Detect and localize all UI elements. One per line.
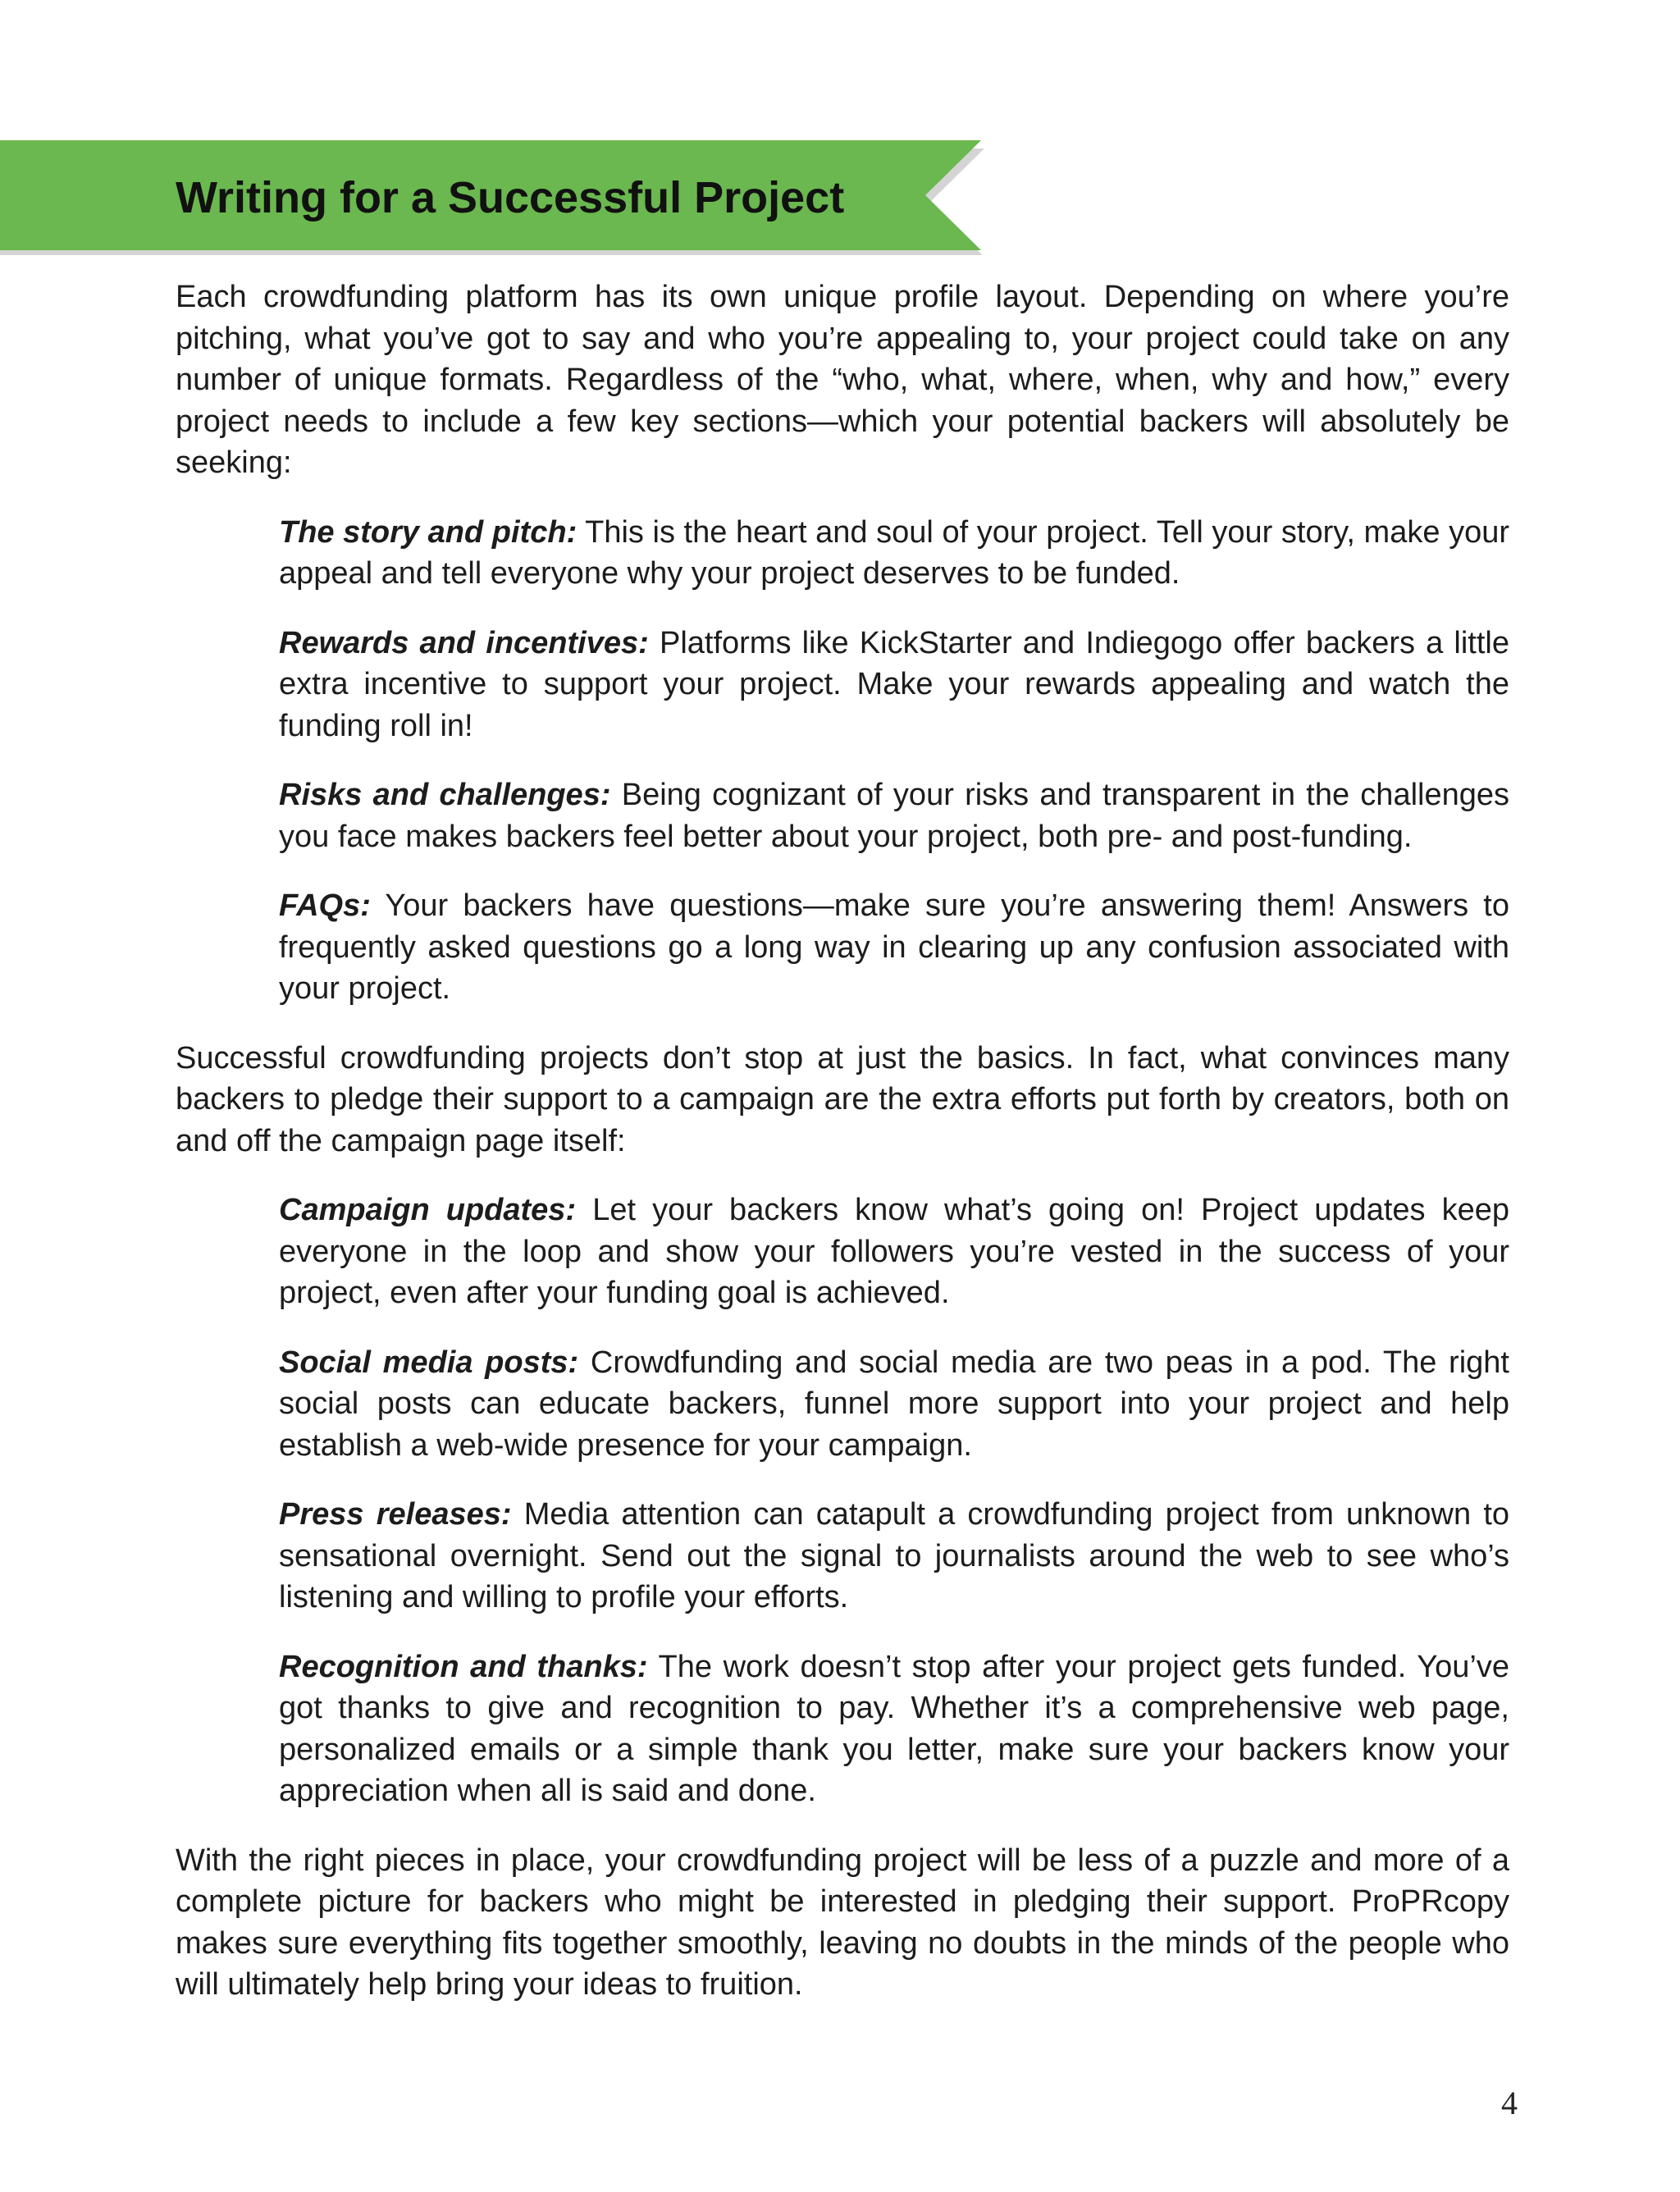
list-item: [279, 1342, 1509, 1467]
extras-list: [176, 1190, 1509, 1812]
item-text: This is the heart and soul of your project. Tell your story, make your appeal and tell everyone why your project deserves to be funded.: [279, 514, 1509, 591]
key-sections-list: [176, 512, 1509, 1010]
middle-paragraph: Successful crowdfunding projects don’t stop at just the basics. In fact, what convinces many backers to pledge their support to a campaign are the extra efforts put forth by creators, both on and off the campaign page itself:: [176, 1040, 1509, 1158]
item-label: FAQs:: [279, 888, 371, 923]
page-title: Writing for a Successful Project: [176, 173, 845, 222]
list-item: [279, 1494, 1509, 1619]
closing-paragraph: With the right pieces in place, your crowdfunding project will be less of a puzzle and more of a complete picture for backers who might be interested in pledging their support. ProPRcopy makes sure everything fits together smoothly, leaving no doubts in the minds of the people who will ultimately help bring your ideas to fruition.: [176, 1843, 1509, 2002]
item-text: Let your backers know what’s going on! Project updates keep everyone in the loop and show your followers you’re vested in the success of your project, even after your funding goal is achieved.: [279, 1193, 1509, 1310]
item-text: Your backers have questions—make sure you’re answering them! Answers to frequently asked questions go a long way in clearing up any confusion associated with your project.: [279, 888, 1509, 1006]
list-item: [279, 1646, 1509, 1812]
list-item: [279, 774, 1509, 857]
item-label: The story and pitch:: [279, 514, 578, 550]
list-item: [279, 885, 1509, 1010]
item-label: Campaign updates:: [279, 1193, 577, 1227]
item-text: Media attention can catapult a crowdfunding project from unknown to sensational overnight. Send out the signal to journalists around the web to see who’s listening and willing to profile your efforts.: [279, 1497, 1510, 1614]
item-label: Social media posts:: [279, 1345, 579, 1380]
list-item: [279, 623, 1509, 747]
page-number: 4: [1501, 2085, 1518, 2121]
item-label: Risks and challenges:: [279, 778, 611, 812]
document-body: [176, 276, 1509, 2034]
intro-paragraph: Each crowdfunding platform has its own unique profile layout. Depending on where you’re pitching, what you’ve got to say and who you’re appealing to, your project could take on any number of unique formats. Regardless of the “who, what, where, when, why and how,” every project needs to include a few key sections—which your potential backers will absolutely be seeking:: [176, 280, 1509, 480]
item-label: Rewards and incentives:: [279, 625, 649, 660]
list-item: [279, 1190, 1509, 1314]
item-text: Being cognizant of your risks and transparent in the challenges you face makes backers feel better about your project, both pre- and post-funding.: [279, 778, 1509, 854]
item-text: The work doesn’t stop after your project gets funded. You’ve got thanks to give and recognition to pay. Whether it’s a comprehensive web page, personalized emails or a simple thank you letter, make sure your backers know your appreciation when all is said and done.: [279, 1649, 1510, 1808]
item-text: Crowdfunding and social media are two peas in a pod. The right social posts can educate backers, funnel more support into your project and help establish a web-wide presence for your campaign.: [279, 1345, 1509, 1463]
list-item: [279, 512, 1509, 595]
title-banner: [0, 140, 984, 255]
item-label: Press releases:: [279, 1497, 512, 1532]
item-text: Platforms like KickStarter and Indiegogo offer backers a little extra incentive to support your project. Make your rewards appealing and watch the funding roll in!: [279, 625, 1510, 743]
item-label: Recognition and thanks:: [279, 1649, 648, 1684]
